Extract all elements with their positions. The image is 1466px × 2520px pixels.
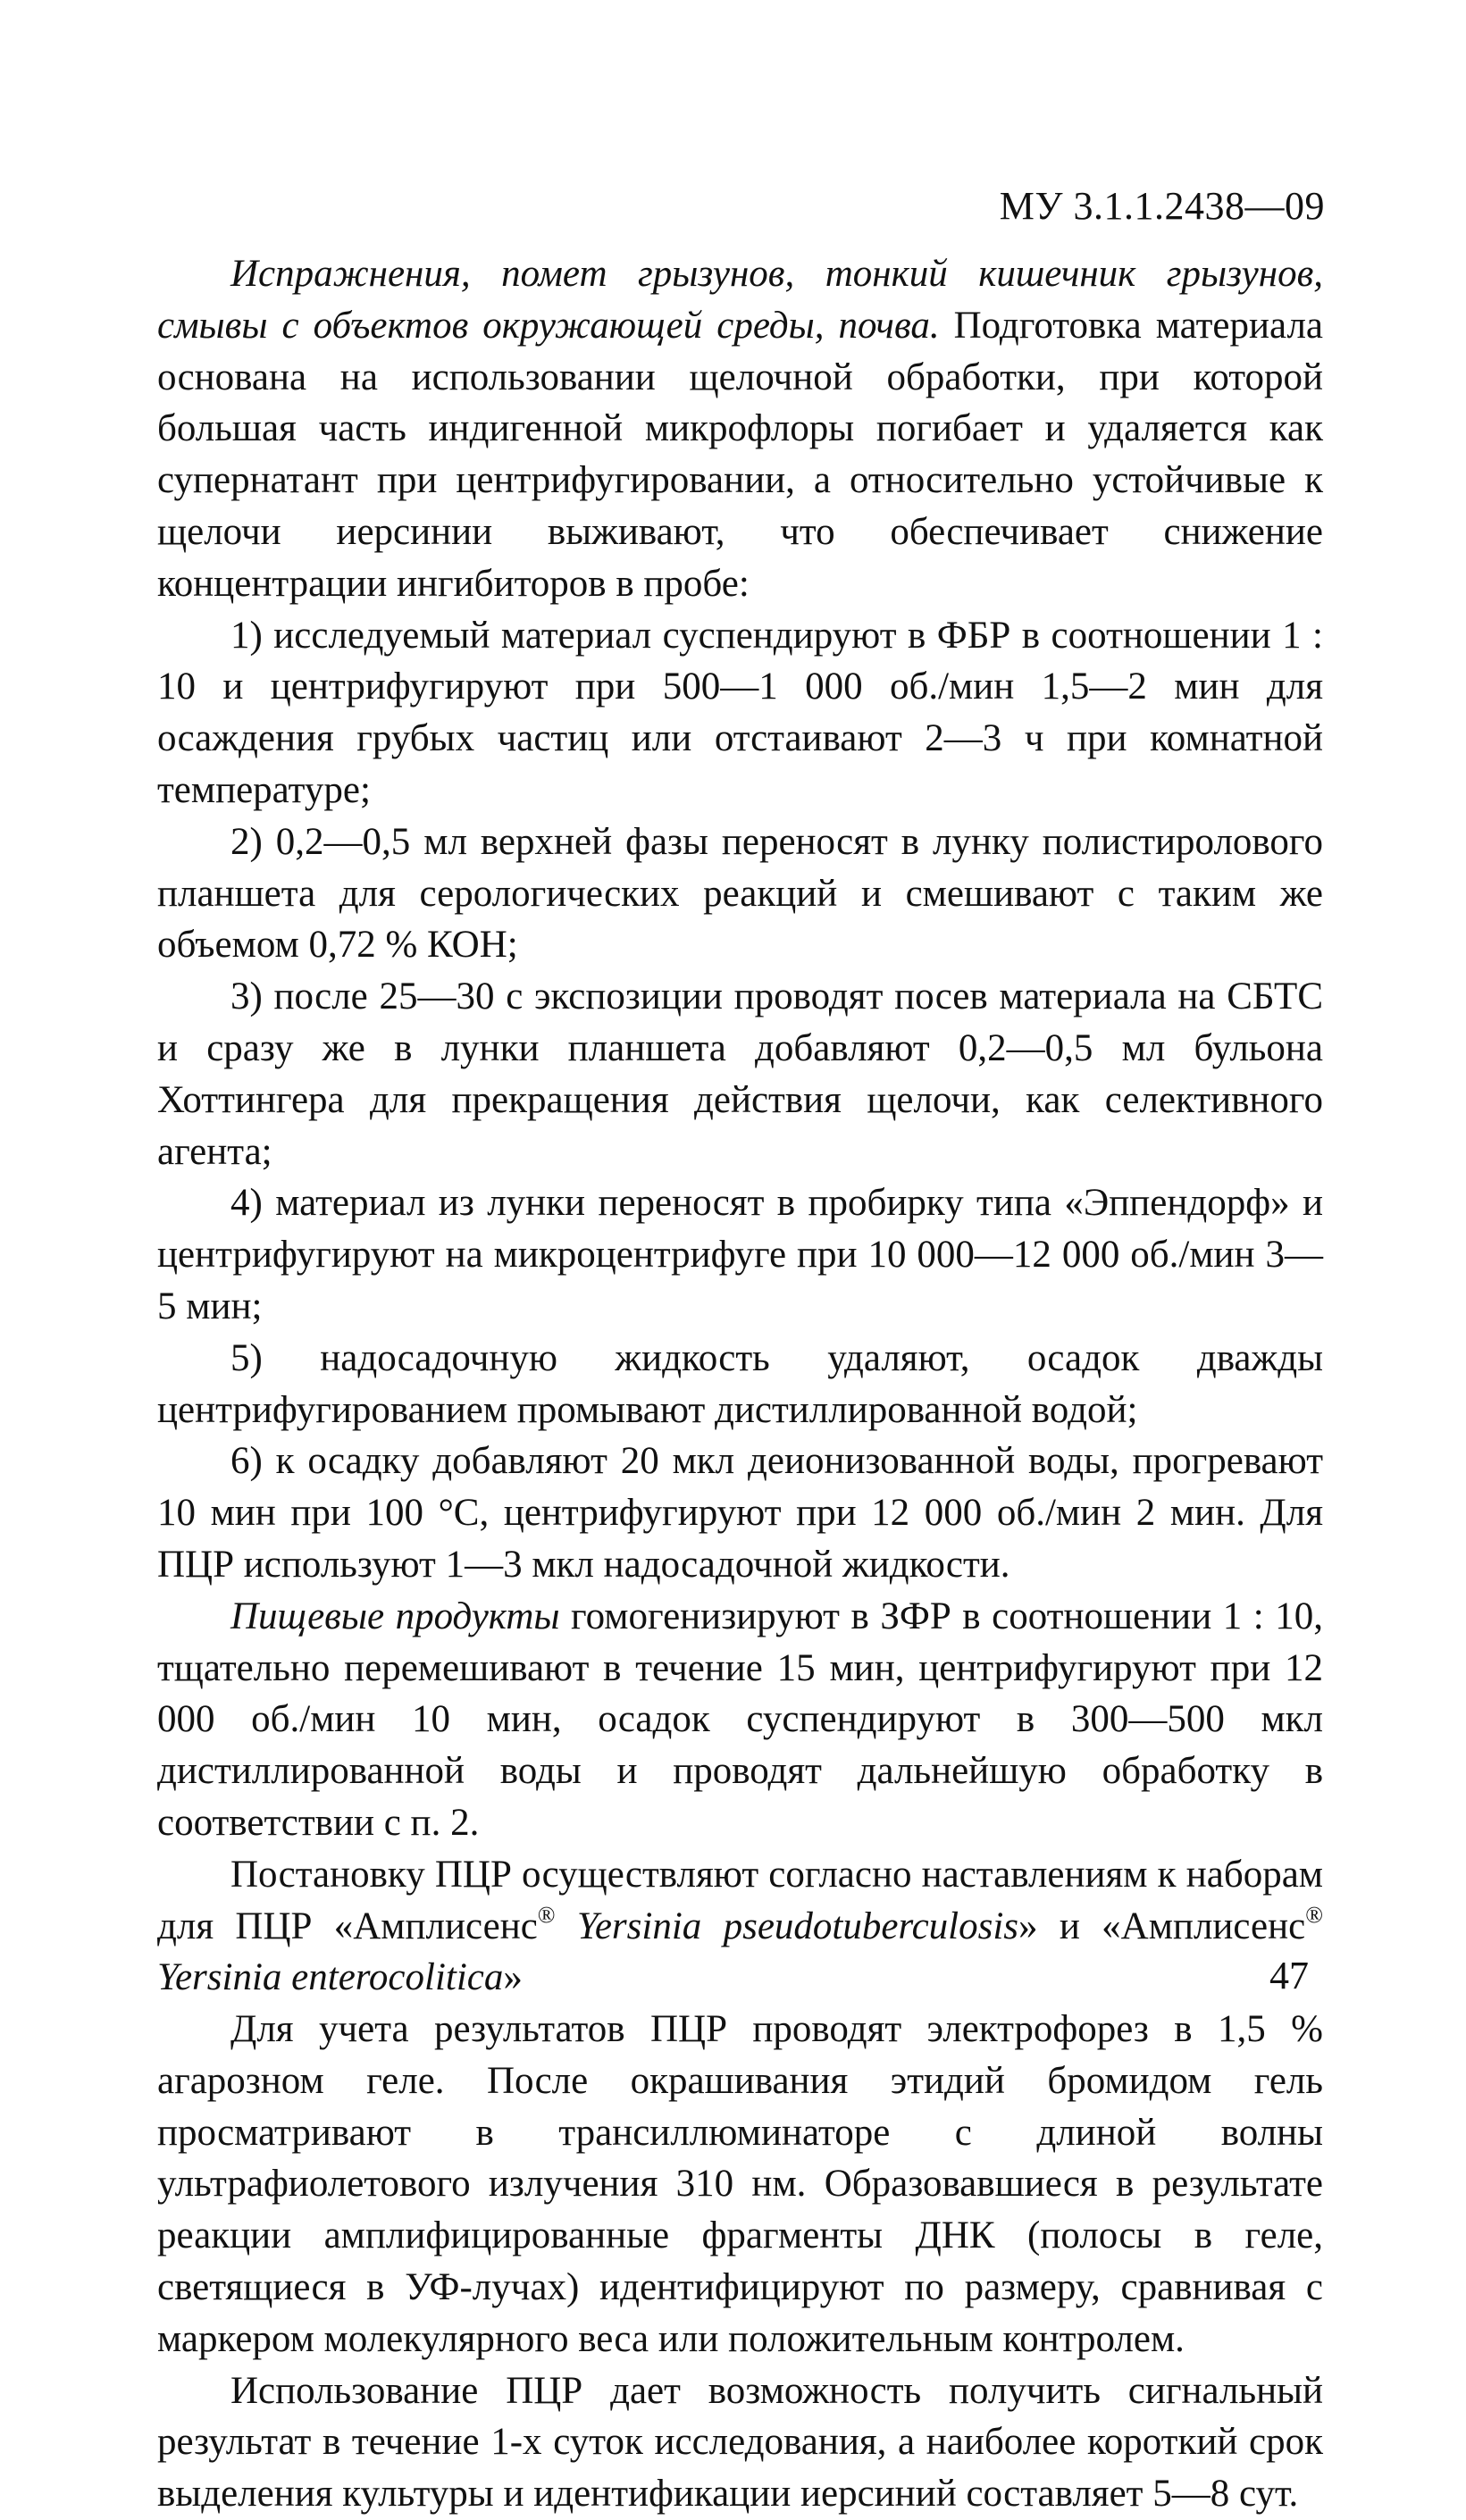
step-3: 3) после 25—30 с экспозиции проводят посев материала на СБТС и сразу же в лунки планшета добавляют 0,2—0,5 мл бульона Хоттингера для прекращения действия щелочи, как селективного агента; [157, 975, 1323, 1173]
paragraph-lead-italic: Пищевые продукты [230, 1595, 560, 1637]
paragraph-pcr-usage: Использование ПЦР дает возможность получить сигнальный результат в течение 1-х суток исследования, а наиболее короткий срок выделения культуры и идентификации иерсиний составляет 5—8 сут. [157, 2369, 1323, 2516]
paragraph-text: Подготовка материала основана на использовании щелочной обработки, при которой большая часть индигенной микрофлоры погибает и удаляется как супернатант при центрифугировании, а относительно устойчивые к щелочи иерсинии выживают, что обеспечивает снижение концентрации ингибиторов в пробе: [157, 304, 1323, 605]
paragraph-text: Постановку ПЦР осуществляют согласно наставлениям к наборам для ПЦР «Амплисенс [157, 1853, 1323, 1947]
paragraph-lead-italic: Испражнения, помет грызунов, тонкий кишечник грызунов, смывы с объектов окружающей среды, почва. [157, 253, 1323, 347]
paragraph-text: » [503, 1956, 523, 1999]
step-5: 5) надосадочную жидкость удаляют, осадок дважды центрифугированием промывают дистиллированной водой; [157, 1336, 1323, 1431]
species-name: Yersinia enterocolitica [157, 1956, 504, 1999]
species-name: Yersinia pseudotuberculosis [555, 1905, 1019, 1947]
step-4: 4) материал из лунки переносят в пробирку типа «Эппендорф» и центрифугируют на микроцентрифуге при 10 000—12 000 об./мин 3—5 мин; [157, 1182, 1323, 1327]
paragraph-text: гомогенизируют в ЗФР в соотношении 1 : 10, тщательно перемешивают в течение 15 мин, центрифугируют при 12 000 об./мин 10 мин, осадок суспендируют в 300—500 мкл дистиллированной воды и проводят дальнейшую обработку в соответствии с п. 2. [157, 1595, 1324, 1844]
paragraph-food-products [157, 1591, 1323, 1849]
page-number: 47 [1269, 1954, 1309, 1997]
body-text [157, 248, 1323, 2520]
step-6: 6) к осадку добавляют 20 мкл деионизованной воды, прогревают 10 мин при 100 °С, центрифугируют при 12 000 об./мин 2 мин. Для ПЦР используют 1—3 мкл надосадочной жидкости. [157, 1440, 1323, 1586]
step-2: 2) 0,2—0,5 мл верхней фазы переносят в лунку полистиролового планшета для серологических реакций и смешивают с таким же объемом 0,72 % КОН; [157, 820, 1323, 967]
paragraph-sample-prep [157, 248, 1323, 610]
registered-mark: ® [537, 1901, 556, 1928]
paragraph-text: » и «Амплисенс [1018, 1905, 1306, 1947]
paragraph-pcr-setup [157, 1849, 1323, 2004]
registered-mark: ® [1305, 1901, 1323, 1928]
paragraph-pcr-results: Для учета результатов ПЦР проводят электрофорез в 1,5 % агарозном геле. После окрашивания этидий бромидом гель просматривают в трансиллюминаторе с длиной волны ультрафиолетового излучения 310 нм. Образовавшиеся в результате реакции амплифицированные фрагменты ДНК (полосы в геле, светящиеся в УФ-лучах) идентифицируют по размеру, сравнивая с маркером молекулярного веса или положительным контролем. [157, 2008, 1323, 2360]
step-1: 1) исследуемый материал суспендируют в ФБР в соотношении 1 : 10 и центрифугируют при 500—1 000 об./мин 1,5—2 мин для осаждения грубых частиц или отстаивают 2—3 ч при комнатной температуре; [157, 614, 1323, 811]
document-code: МУ 3.1.1.2438—09 [999, 184, 1325, 228]
